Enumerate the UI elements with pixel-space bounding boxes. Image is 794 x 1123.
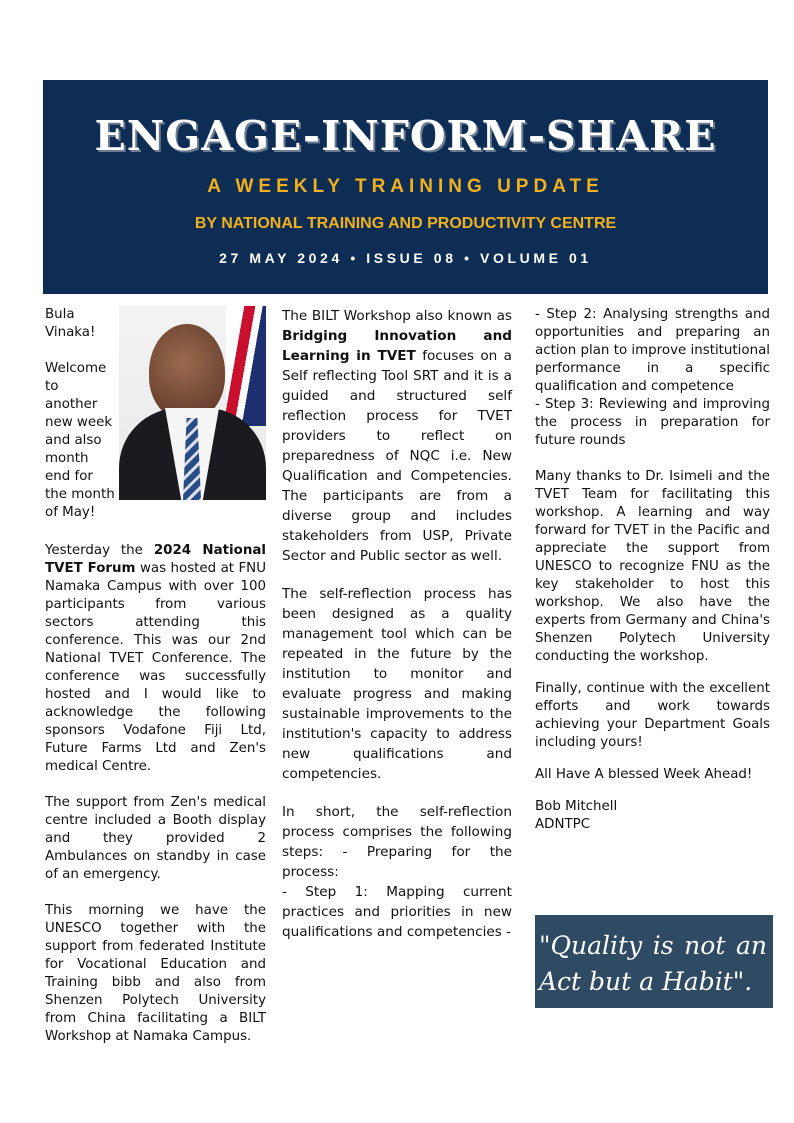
column-middle [282,306,512,960]
newsletter-subtitle: A WEEKLY TRAINING UPDATE [207,176,604,197]
signature-name: Bob Mitchell [535,799,618,814]
forum-text-start: Yesterday the [45,543,154,558]
issue-dateline: 27 MAY 2024 • ISSUE 08 • VOLUME 01 [219,250,592,266]
forum-text-end: was hosted at FNU Namaka Campus with over 100 participants from various sectors attending this conference. This was our 2nd National TVET Conference. The conference was successfully hosted and I would like to acknowledge the following sponsors Vodafone Fiji Ltd, Future Farms Ltd and Zen's medical Centre. [45,561,266,774]
unesco-paragraph: This morning we have the UNESCO together with the support from federated Institute for Vocational Education and Training bibb and also from Shenzen Polytech University from China facilitating a BILT Workshop at Namaka Campus. [45,903,266,1044]
step-2: - Step 2: Analysing strengths and opportunities and preparing an action plan to improve institutional performance in a specific qualification and competence [535,307,770,394]
newsletter-title: ENGAGE-INFORM-SHARE [94,112,717,160]
self-reflection-paragraph: The self-reflection process has been designed as a quality management tool which can be repeated in the future by the institution to monitor and evaluate progress and making sustainable improvements to the institution's capacity to address new qualifications and competencies. [282,586,512,782]
bilt-paragraph [282,306,512,566]
bilt-name: Bridging Innovation and Learning in TVET [282,328,512,364]
signature-title: ADNTPC [535,817,591,832]
forum-name: 2024 National TVET Forum [45,543,266,576]
bilt-text-end: focuses on a Self reflecting Tool SRT and it is a guided and structured self reflection process for TVET providers to reflect on preparedness of NQC i.e. New Qualification and Competencies. The participants are from a diverse group and includes stakeholders from USP, Private Sector and Public sector as well. [282,348,512,564]
step-1: - Step 1: Mapping current practices and priorities in new qualifications and competencies - [282,884,512,940]
steps-intro: In short, the self-reflection process comprises the following steps: - Preparing for the process: [282,804,512,880]
medical-support-paragraph: The support from Zen's medical centre included a Booth display and they provided 2 Ambulances on standby in case of an emergency. [45,795,266,882]
bilt-text-start: The BILT Workshop also known as [282,308,512,324]
newsletter-banner [43,80,768,294]
welcome-text: Welcome to another new week and also month end for the month of May! [45,361,115,520]
blessing: All Have A blessed Week Ahead! [535,767,753,782]
author-photo [119,306,266,500]
newsletter-byline: BY NATIONAL TRAINING AND PRODUCTIVITY CENTRE [194,215,617,232]
greeting: Bula Vinaka! [45,307,96,340]
finally-paragraph: Finally, continue with the excellent efforts and work towards achieving your Department Goals including yours! [535,681,770,750]
step-3: - Step 3: Reviewing and improving the process in preparation for future rounds [535,397,770,448]
flag-background [226,306,266,426]
thanks-paragraph: Many thanks to Dr. Isimeli and the TVET Team for facilitating this workshop. A learning and way forward for TVET in the Pacific and appreciate the support from UNESCO to recognize FNU as the key stakeholder to host this workshop. We also have the experts from Germany and China's Shenzen Polytech University conducting the workshop. [535,469,770,664]
quote-box: "Quality is not an Act but a Habit". [535,915,773,1008]
portrait-head [149,324,225,420]
column-right [535,306,770,834]
column-left [45,306,266,1064]
forum-paragraph [45,542,266,776]
